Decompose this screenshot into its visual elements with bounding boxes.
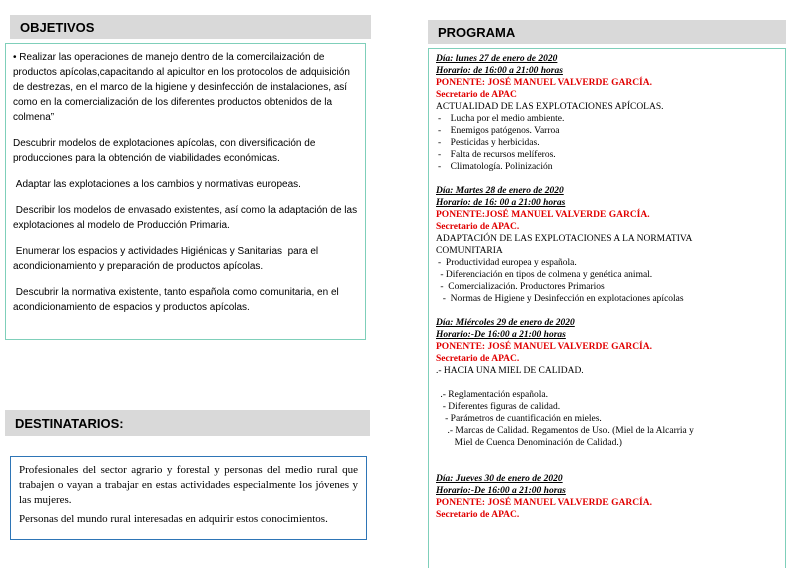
- day-schedule: Horario:-De 16:00 a 21:00 horas: [436, 486, 566, 496]
- topic-item: Miel de Cuenca Denominación de Calidad.): [438, 438, 622, 448]
- objetivo-item: • Realizar las operaciones de manejo dentro de la comercilaización de productos apícolas,capacitando al apicultor en los protocolos de adquisición de destrezas, en el marco de la higiene y desinfección de instalaciones, así como en la comercialización de los diferentes productos obtenidos de la colmena”: [13, 52, 350, 123]
- day-topic: .- HACIA UNA MIEL DE CALIDAD.: [436, 366, 584, 376]
- objetivos-header: [10, 15, 371, 39]
- day-speaker-role: Secretario de APAC.: [436, 510, 520, 520]
- day-date: Día: Martes 28 de enero de 2020: [436, 186, 564, 196]
- topic-item: - Normas de Higiene y Desinfección en explotaciones apícolas: [438, 294, 684, 304]
- topic-item: - Lucha por el medio ambiente.: [438, 114, 565, 124]
- topic-item: - Falta de recursos melíferos.: [438, 150, 556, 160]
- programa-day: [436, 473, 779, 521]
- day-topic: ADAPTACIÓN DE LAS EXPLOTACIONES A LA NORMATIVA COMUNITARIA: [436, 234, 692, 256]
- topic-item: - Enemigos patógenos. Varroa: [438, 126, 560, 136]
- destinatarios-box: [10, 456, 367, 540]
- day-topic: ACTUALIDAD DE LAS EXPLOTACIONES APÍCOLAS.: [436, 102, 664, 112]
- programa-title: PROGRAMA: [438, 24, 516, 40]
- topic-item: - Comercialización. Productores Primarios: [438, 282, 605, 292]
- programa-header: [428, 20, 786, 44]
- destinatarios-header: [5, 410, 370, 436]
- topic-item: - Climatología. Polinización: [438, 162, 553, 172]
- topic-item: .- Marcas de Calidad. Regamentos de Uso. (Miel de la Alcarria y: [438, 426, 694, 436]
- programa-day: [436, 53, 779, 173]
- topic-item: - Diferenciación en tipos de colmena y genética animal.: [438, 270, 653, 280]
- day-schedule: Horario: de 16:00 a 21:00 horas: [436, 66, 563, 76]
- day-speaker-role: Secretario de APAC.: [436, 354, 520, 364]
- topic-item: - Pesticidas y herbicidas.: [438, 138, 540, 148]
- day-speaker-role: Secretario de APAC.: [436, 222, 520, 232]
- day-speaker: PONENTE: JOSÉ MANUEL VALVERDE GARCÍA.: [436, 78, 652, 88]
- objetivos-title: OBJETIVOS: [20, 19, 95, 35]
- day-date: Día: Jueves 30 de enero de 2020: [436, 474, 563, 484]
- day-schedule: Horario:-De 16:00 a 21:00 horas: [436, 330, 566, 340]
- day-speaker: PONENTE:JOSÉ MANUEL VALVERDE GARCÍA.: [436, 210, 650, 220]
- day-date: Día: Miércoles 29 de enero de 2020: [436, 318, 575, 328]
- destinatario-item: Personas del mundo rural interesadas en adquirir estos conocimientos.: [19, 513, 328, 525]
- topic-item: - Productividad europea y española.: [438, 258, 577, 268]
- day-speaker-role: Secretario de APAC: [436, 90, 517, 100]
- day-speaker: PONENTE: JOSÉ MANUEL VALVERDE GARCÍA.: [436, 498, 652, 508]
- objetivo-item: Descubrir modelos de explotaciones apícolas, con diversificación de producciones para la obtención de viabilidades económicas.: [13, 138, 316, 164]
- programa-box: [428, 48, 786, 568]
- objetivo-item: Describir los modelos de envasado existentes, así como la adaptación de las explotaciones al modelo de Producción Primaria.: [13, 205, 360, 231]
- topic-item: .- Reglamentación española.: [438, 390, 549, 400]
- objetivo-item: Descubrir la normativa existente, tanto española como comunitaria, en el acondicionamiento de espacios y productos apícolas.: [13, 287, 342, 313]
- objetivo-item: Enumerar los espacios y actividades Higiénicas y Sanitarias para el acondicionamiento y preparación de productos apícolas.: [13, 246, 321, 272]
- programa-day: [436, 317, 779, 449]
- day-schedule: Horario: de 16: 00 a 21:00 horas: [436, 198, 566, 208]
- objetivo-item: Adaptar las explotaciones a los cambios y normativas europeas.: [13, 179, 301, 190]
- destinatarios-title: DESTINATARIOS:: [15, 415, 124, 431]
- objetivos-box: [5, 43, 366, 340]
- day-date: Día: lunes 27 de enero de 2020: [436, 54, 558, 64]
- programa-day: [436, 185, 779, 305]
- destinatario-item: Profesionales del sector agrario y forestal y personas del medio rural que trabajen o vayan a trabajar en estas actividades especialmente los jóvenes y las mujeres.: [19, 464, 358, 506]
- topic-item: - Diferentes figuras de calidad.: [438, 402, 561, 412]
- topic-item: - Parámetros de cuantificación en mieles.: [438, 414, 602, 424]
- day-speaker: PONENTE: JOSÉ MANUEL VALVERDE GARCÍA.: [436, 342, 652, 352]
